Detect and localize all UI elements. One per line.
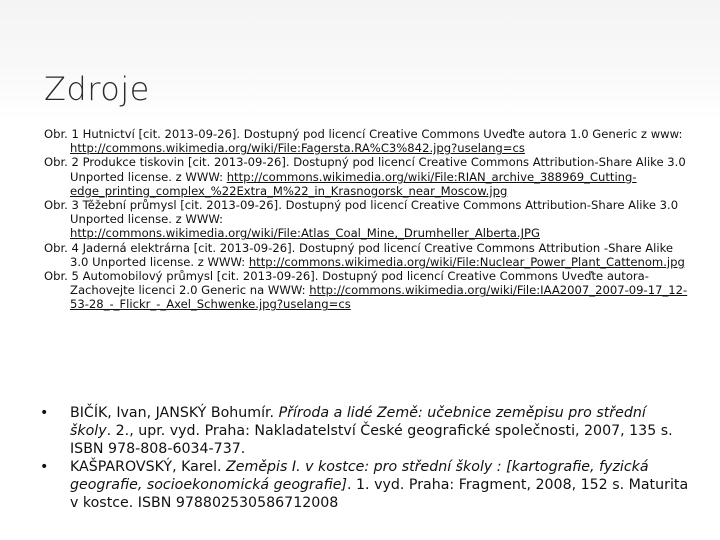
bibliography-item [40, 404, 690, 458]
bibliography-list [40, 404, 690, 512]
source-link[interactable]: http://commons.wikimedia.org/wiki/File:Atlas_Coal_Mine,_Drumheller_Alberta.JPG [70, 226, 540, 241]
source-item [44, 155, 694, 198]
source-link[interactable]: http://commons.wikimedia.org/wiki/File:IAA2007_2007-09-17_12-53-28_-_Flickr_-_Axel_Schwenke.jpg?uselang=cs [70, 283, 688, 312]
source-link[interactable]: http://commons.wikimedia.org/wiki/File:Nuclear_Power_Plant_Cattenom.jpg [248, 254, 685, 269]
bibliography-author: KAŠPAROVSKÝ, Karel. [70, 459, 227, 475]
source-text: Obr. 1 Hutnictví [cit. 2013-09-26]. Dostupný pod licencí Creative Commons Uveďte autora 1.0 Generic z www: [44, 127, 683, 141]
source-text: Obr. 4 Jaderná elektrárna [cit. 2013-09-26]. Dostupný pod licencí Creative Commons Attribution -Share Alike 3.0 Unported license. z WWW: [44, 240, 674, 269]
page-title: Zdroje [44, 70, 150, 108]
bibliography-details: . 1. vyd. Praha: Fragment, 2008, 152 s. Maturita v kostce. ISBN 97880253058671200​8 [70, 477, 689, 511]
source-link[interactable]: http://commons.wikimedia.org/wiki/File:RIAN_archive_388969_Cutting-edge_printing_complex_%22Extra_M%22_in_Krasnogorsk_near_Moscow.jpg [70, 169, 637, 198]
source-item [44, 198, 694, 241]
source-item [44, 127, 694, 155]
bibliography-title: Příroda a lidé Země: učebnice zeměpisu pro střední školy [70, 405, 646, 439]
bullet-icon: • [40, 459, 49, 475]
source-text: Obr. 5 Automobilový průmysl [cit. 2013-09-26]. Dostupný pod licencí Creative Commons Uveďte autora-Zachovejte licenci 2.0 Generic na WWW: [44, 269, 649, 298]
bullet-icon: • [40, 405, 49, 421]
bibliography-author: BIČÍK, Ivan, JANSKÝ Bohumír. [70, 405, 279, 421]
source-item [44, 241, 694, 269]
source-text: Obr. 2 Produkce tiskovin [cit. 2013-09-26]. Dostupný pod licencí Creative Commons Attribution-Share Alike 3.0 Unported license. z WWW: [44, 155, 686, 184]
source-link[interactable]: http://commons.wikimedia.org/wiki/File:Fagersta.RA%C3%842.jpg?uselang=cs [70, 141, 525, 156]
bibliography-details: . 2., upr. vyd. Praha: Nakladatelství České geografické společnosti, 2007, 135 s. ISBN 978-808-6034-737. [70, 423, 673, 457]
image-sources-list [44, 127, 694, 312]
source-item [44, 269, 694, 312]
bibliography-title: Zeměpis I. v kostce: pro střední školy : [kartografie, fyzická geografie, socioekonomická geografie] [70, 459, 649, 493]
source-text: Obr. 3 Těžební průmysl [cit. 2013-09-26]. Dostupný pod licencí Creative Commons Attribution-Share Alike 3.0 Unported license. z WWW: [44, 198, 679, 227]
bibliography-item [40, 458, 690, 512]
